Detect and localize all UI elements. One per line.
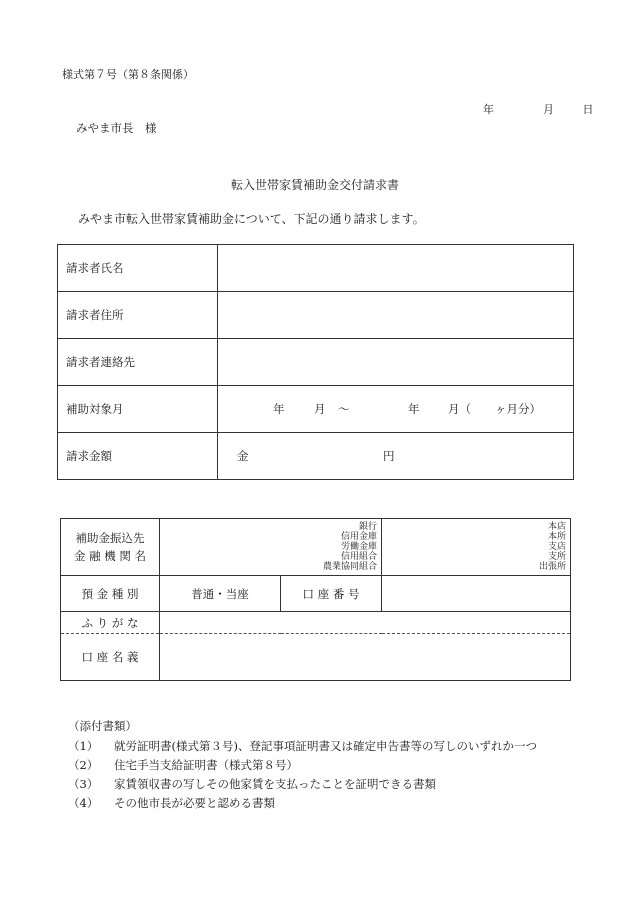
claimant-contact-field[interactable] — [218, 339, 574, 386]
date-day: 日 — [582, 103, 594, 116]
branch-type: 支店 — [547, 542, 566, 552]
attachment-item — [68, 738, 537, 754]
bank-label-line2: 金 融 機 関 名 — [73, 549, 147, 563]
date-line — [483, 101, 594, 117]
account-number-field[interactable] — [382, 576, 571, 612]
date-year: 年 — [483, 103, 494, 116]
bank-label-line1: 補助金振込先 — [75, 531, 145, 545]
branch-name-field[interactable] — [382, 519, 571, 576]
table-row — [58, 245, 574, 292]
account-number-label: 口 座 番 号 — [281, 576, 382, 612]
branch-type: 出張所 — [538, 562, 566, 572]
institution-type: 農業協同組合 — [322, 562, 377, 572]
table-row — [58, 292, 574, 339]
period-tilde: ～ — [338, 402, 350, 416]
attachment-num: （1） — [68, 739, 99, 753]
bank-label — [61, 519, 160, 576]
table-row — [61, 519, 571, 576]
amount-unit: 円 — [383, 449, 395, 463]
institution-type: 信用組合 — [340, 552, 377, 562]
deposit-type-label: 預 金 種 別 — [61, 576, 160, 612]
account-name-field[interactable] — [160, 634, 571, 681]
institution-types — [323, 522, 377, 572]
claimant-contact-label: 請求者連絡先 — [58, 339, 218, 386]
intro-text: みやま市転入世帯家賃補助金について、下記の通り請求します。 — [78, 212, 425, 226]
branch-type: 本所 — [547, 532, 566, 542]
table-row — [61, 612, 571, 634]
branch-types — [539, 522, 566, 572]
claimant-name-label: 請求者氏名 — [58, 245, 218, 292]
addressee: みやま市長 様 — [76, 121, 157, 135]
period-start-month: 月 — [314, 402, 326, 416]
attachment-text: 就労証明書(様式第３号)、登記事項証明書又は確定申告書等の写しのいずれか一つ — [113, 739, 537, 753]
attachments-heading: （添付書類） — [68, 719, 137, 733]
table-row — [61, 576, 571, 612]
table-row — [58, 339, 574, 386]
document-title: 転入世帯家賃補助金交付請求書 — [230, 178, 399, 192]
period-label: 補助対象月 — [58, 386, 218, 433]
attachment-item — [68, 776, 436, 792]
furigana-field[interactable] — [160, 612, 571, 634]
bank-name-field[interactable] — [160, 519, 382, 576]
attachment-item — [68, 757, 298, 773]
institution-type: 労働金庫 — [340, 542, 377, 552]
branch-type: 本店 — [547, 522, 566, 532]
period-months: ヶ月分） — [495, 402, 541, 416]
table-row — [58, 433, 574, 480]
attachment-num: （4） — [68, 796, 99, 810]
bank-table — [60, 518, 571, 681]
period-field[interactable] — [218, 386, 574, 433]
deposit-type-value[interactable]: 普通・当座 — [160, 576, 281, 612]
amount-field[interactable] — [218, 433, 574, 480]
table-row — [58, 386, 574, 433]
institution-type: 銀行 — [358, 522, 377, 532]
account-name-label: 口 座 名 義 — [61, 634, 160, 681]
furigana-label: ふ り が な — [61, 612, 160, 634]
form-number: 様式第７号（第８条関係） — [62, 68, 194, 81]
attachment-item — [68, 795, 275, 811]
attachment-text: その他市長が必要と認める書類 — [113, 796, 275, 810]
institution-type: 信用金庫 — [340, 532, 377, 542]
attachment-num: （2） — [68, 758, 99, 772]
period-start-year: 年 — [273, 402, 285, 416]
amount-prefix: 金 — [237, 449, 249, 463]
period-end-month: 月（ — [448, 402, 471, 416]
attachment-text: 住宅手当支給証明書（様式第８号） — [113, 758, 298, 772]
claimant-name-field[interactable] — [218, 245, 574, 292]
claimant-address-label: 請求者住所 — [58, 292, 218, 339]
attachment-num: （3） — [68, 777, 99, 791]
date-month: 月 — [543, 103, 554, 116]
amount-label: 請求金額 — [58, 433, 218, 480]
claimant-address-field[interactable] — [218, 292, 574, 339]
period-end-year: 年 — [408, 402, 420, 416]
attachment-text: 家賃領収書の写しその他家賃を支払ったことを証明できる書類 — [113, 777, 436, 791]
table-row — [61, 634, 571, 681]
branch-type: 支所 — [547, 552, 566, 562]
claimant-table — [57, 244, 574, 480]
